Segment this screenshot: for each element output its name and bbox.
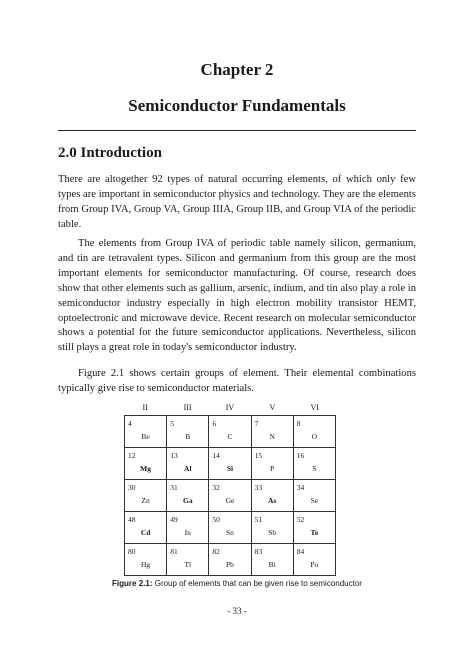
element-symbol: O xyxy=(311,432,318,441)
element-symbol: P xyxy=(270,464,275,473)
element-cell xyxy=(209,448,251,480)
figure-caption xyxy=(0,579,474,588)
element-symbol: Ge xyxy=(225,496,235,505)
atomic-number: 33 xyxy=(254,483,263,492)
title-divider xyxy=(58,130,416,131)
element-cell xyxy=(125,480,167,512)
element-symbol: Se xyxy=(310,496,319,505)
paragraph-1: There are altogether 92 types of natural occurring elements, of which only few types are important in semiconductor physics and technology. They are the elements from Group IVA, Group VA, Group IIIA, Group IIB, and Group VIA of the periodic table. xyxy=(58,174,416,230)
element-cell xyxy=(293,416,335,448)
atomic-number: 16 xyxy=(296,451,305,460)
atomic-number: 81 xyxy=(170,547,178,556)
periodic-table-figure xyxy=(124,415,336,576)
element-symbol: C xyxy=(227,432,233,441)
atomic-number: 13 xyxy=(170,451,178,460)
table-row xyxy=(125,416,336,448)
atomic-number: 14 xyxy=(212,451,220,460)
caption-label: Figure 2.1: xyxy=(112,579,153,588)
atomic-number: 80 xyxy=(128,547,136,556)
atomic-number: 84 xyxy=(296,547,305,556)
group-label: V xyxy=(269,403,276,412)
element-cell xyxy=(167,416,209,448)
element-cell xyxy=(251,544,293,576)
atomic-number: 48 xyxy=(128,515,136,524)
element-cell xyxy=(209,416,251,448)
element-cell xyxy=(251,448,293,480)
group-label: II xyxy=(142,403,148,412)
table-row xyxy=(125,480,336,512)
section-heading: 2.0 Introduction xyxy=(58,145,162,161)
atomic-number: 83 xyxy=(254,547,263,556)
atomic-number: 52 xyxy=(296,515,305,524)
atomic-number: 12 xyxy=(128,451,136,460)
element-symbol: Si xyxy=(226,464,234,473)
atomic-number: 49 xyxy=(170,515,178,524)
atomic-number: 50 xyxy=(212,515,220,524)
element-symbol: N xyxy=(269,432,275,441)
element-symbol: Ga xyxy=(182,496,193,505)
group-label: VI xyxy=(310,403,319,412)
element-cell xyxy=(167,448,209,480)
element-cell xyxy=(251,480,293,512)
element-cell xyxy=(251,512,293,544)
element-symbol: S xyxy=(312,464,317,473)
element-symbol: Sn xyxy=(226,528,234,537)
element-symbol: Cd xyxy=(140,528,151,537)
group-header-row xyxy=(124,403,336,412)
atomic-number: 6 xyxy=(212,419,217,428)
element-cell xyxy=(125,544,167,576)
element-cell xyxy=(293,480,335,512)
table-row xyxy=(125,544,336,576)
element-symbol: B xyxy=(185,432,191,441)
atomic-number: 4 xyxy=(128,419,132,428)
chapter-title: Semiconductor Fundamentals xyxy=(128,96,346,115)
atomic-number: 15 xyxy=(254,451,263,460)
element-symbol: In xyxy=(184,528,191,537)
element-symbol: Mg xyxy=(140,464,152,473)
atomic-number: 34 xyxy=(296,483,305,492)
element-symbol: Po xyxy=(310,560,319,569)
element-cell xyxy=(251,416,293,448)
paragraph-3: Figure 2.1 shows certain groups of element. Their elemental combinations typically give rise to semiconductor materials. xyxy=(58,368,416,394)
element-symbol: Al xyxy=(184,464,192,473)
element-cell xyxy=(209,480,251,512)
group-label: III xyxy=(183,403,192,412)
element-cell xyxy=(167,544,209,576)
element-symbol: Bi xyxy=(268,560,276,569)
element-symbol: Sb xyxy=(268,528,277,537)
atomic-number: 31 xyxy=(170,483,178,492)
element-cell xyxy=(293,512,335,544)
caption-text: Group of elements that can be given rise to semiconductor xyxy=(152,579,362,588)
element-cell xyxy=(125,416,167,448)
atomic-number: 30 xyxy=(128,483,136,492)
atomic-number: 7 xyxy=(254,419,259,428)
atomic-number: 5 xyxy=(170,419,174,428)
element-cell xyxy=(293,448,335,480)
atomic-number: 51 xyxy=(254,515,263,524)
chapter-label: Chapter 2 xyxy=(200,60,274,79)
element-cell xyxy=(125,448,167,480)
element-symbol: Be xyxy=(141,432,150,441)
table-row xyxy=(125,512,336,544)
element-symbol: Tl xyxy=(184,560,192,569)
element-cell xyxy=(209,544,251,576)
element-cell xyxy=(209,512,251,544)
page-number: - 33 - xyxy=(227,606,247,616)
element-cell xyxy=(125,512,167,544)
atomic-number: 32 xyxy=(212,483,220,492)
element-symbol: Hg xyxy=(141,560,151,569)
paragraph-2: The elements from Group IVA of periodic table namely silicon, germanium, and tin are tetravalent types. Silicon and germanium from this group are the most important elements for semiconductor manufacturing. Of course, research does show that other elements such as gallium, arsenic, indium, and tin also play a role in semiconductor industry especially in high electron mobility transistor HEMT, optoelectronic and microwave device. Recent research on molecular semiconductor shows a potential for the future semiconductor applications. Nevertheless, silicon still plays a great role in today's semiconductor industry. xyxy=(58,238,416,354)
element-symbol: Te xyxy=(310,528,319,537)
element-symbol: Pb xyxy=(226,560,234,569)
element-cell xyxy=(167,512,209,544)
element-cell xyxy=(167,480,209,512)
table-row xyxy=(125,448,336,480)
group-label: IV xyxy=(225,403,235,412)
element-symbol: As xyxy=(267,496,277,505)
element-symbol: Zn xyxy=(141,496,150,505)
atomic-number: 8 xyxy=(296,419,301,428)
element-cell xyxy=(293,544,335,576)
atomic-number: 82 xyxy=(212,547,220,556)
